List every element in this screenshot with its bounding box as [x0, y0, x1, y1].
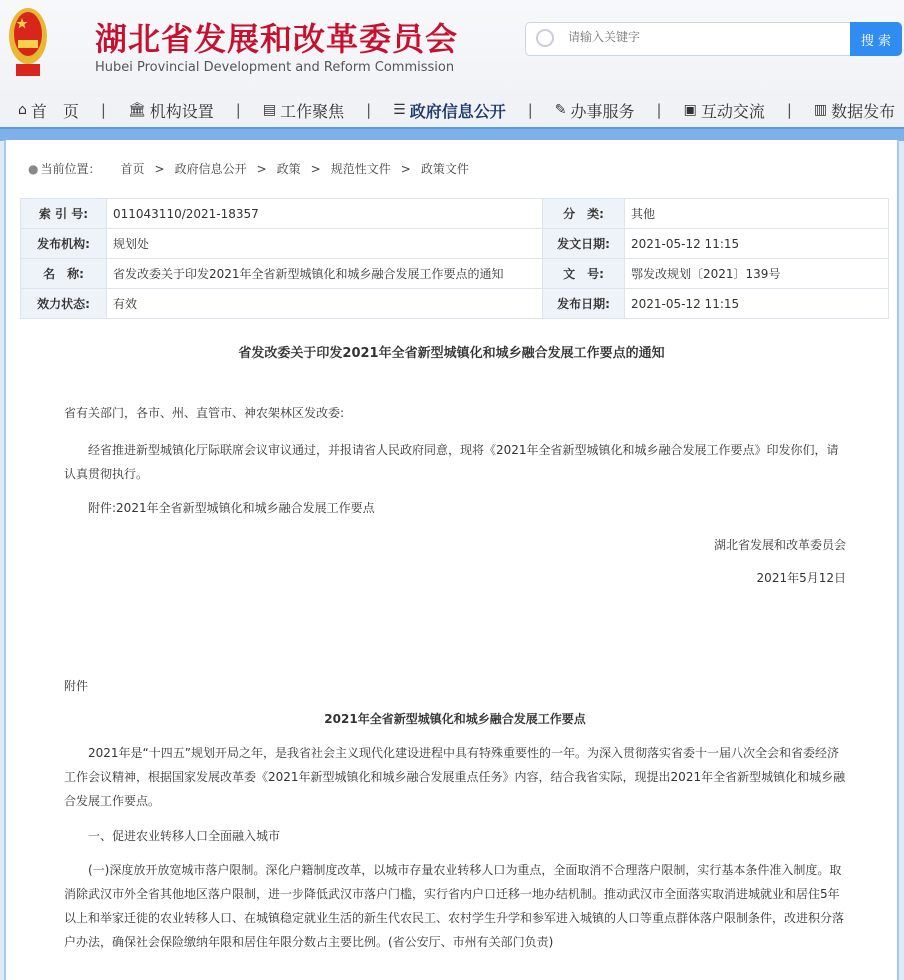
meta-label: 发布机构:	[21, 229, 107, 259]
edit-icon: ✎	[554, 102, 567, 118]
nav-divider: |	[786, 101, 792, 119]
breadcrumb-sep: >	[400, 161, 411, 176]
location-pin-icon: ●	[28, 161, 39, 176]
meta-label: 名 称:	[21, 259, 107, 289]
national-emblem-icon	[8, 6, 48, 82]
meta-label: 发文日期:	[543, 229, 625, 259]
table-row	[21, 229, 889, 259]
table-row	[21, 289, 889, 319]
attachment-label: 附件	[64, 679, 89, 693]
document-title: 省发改委关于印发2021年全省新型城镇化和城乡融合发展工作要点的通知	[238, 346, 665, 361]
search-input[interactable]	[568, 30, 828, 44]
nav-label: 政府信息公开	[409, 101, 506, 121]
document-icon: ▤	[262, 102, 277, 118]
nav-divider: |	[235, 101, 241, 119]
attachment-intro: 2021年是“十四五”规划开局之年，是我省社会主义现代化建设进程中具有特殊重要性的一年。为深入贯彻落实省委十一届八次全会和省委经济工作会议精神，根据国家发展改革委《2021年新型城镇化和城乡融合发展重点任务》内容，结合我省实际，现提出2021年全省新型城镇化和城乡融合发展工作要点。	[64, 746, 846, 808]
meta-label: 效力状态:	[21, 289, 107, 319]
building-icon: 🏛	[127, 102, 146, 118]
nav-underline-bar	[0, 127, 904, 141]
site-subtitle: Hubei Provincial Development and Reform Commission	[95, 60, 455, 75]
breadcrumb-gov-info[interactable]: 政府信息公开	[174, 162, 247, 176]
nav-label: 互动交流	[700, 101, 765, 121]
recipient-line: 省有关部门，各市、州、直管市、神农架林区发改委:	[64, 406, 345, 420]
breadcrumb-home[interactable]: 首页	[120, 162, 145, 176]
site-header	[0, 0, 904, 128]
chat-icon: ▣	[683, 102, 697, 118]
breadcrumb	[28, 160, 469, 177]
meta-value: 2021-05-12 11:15	[625, 289, 889, 319]
list-icon: ☰	[393, 102, 406, 118]
content-panel	[4, 140, 899, 980]
site-title[interactable]: 湖北省发展和改革委员会	[95, 20, 459, 58]
nav-label: 机构设置	[149, 101, 214, 121]
meta-value: 2021-05-12 11:15	[625, 229, 889, 259]
attachment-title: 2021年全省新型城镇化和城乡融合发展工作要点	[324, 712, 586, 726]
nav-data[interactable]	[814, 99, 895, 122]
breadcrumb-sep: >	[256, 161, 267, 176]
nav-services[interactable]	[555, 99, 635, 122]
main-nav	[0, 96, 904, 124]
meta-value: 011043110/2021-18357	[107, 199, 543, 229]
home-icon: ⌂	[18, 102, 27, 118]
breadcrumb-sep: >	[154, 161, 165, 176]
search-button[interactable]: 搜 索	[850, 22, 902, 56]
nav-home[interactable]	[18, 99, 79, 122]
attachment-link[interactable]: 附件:2021年全省新型城镇化和城乡融合发展工作要点	[88, 501, 375, 515]
section-item: (一)深度放开放宽城市落户限制。深化户籍制度改革，以城市存量农业转移人口为重点，全面取消不合理落户限制，实行基本条件准入制度。取消除武汉市外全省其他地区落户限制，进一步降低武汉市落户门槛，实行省内户口迁移一地办结机制。推动武汉市全面落实取消进城就业和居住5年以上和举家迁徙的农业转移人口、在城镇稳定就业生活的新生代农民工、农村学生升学和参军进入城镇的人口等重点群体落户限制条件，改进积分落户办法，确保社会保险缴纳年限和居住年限分数占主要比例。(省公安厅、市州有关部门负责)	[64, 863, 845, 949]
search-icon	[536, 29, 554, 47]
breadcrumb-policy[interactable]: 政策	[276, 162, 301, 176]
breadcrumb-label: 当前位置：	[40, 162, 101, 176]
meta-label: 分 类:	[543, 199, 625, 229]
nav-divider: |	[656, 101, 662, 119]
nav-divider: |	[527, 101, 533, 119]
nav-interaction[interactable]	[684, 99, 765, 122]
meta-value: 其他	[625, 199, 889, 229]
nav-work-focus[interactable]	[263, 99, 344, 122]
table-row	[21, 259, 889, 289]
meta-value: 规划处	[107, 229, 543, 259]
meta-label: 发布日期:	[543, 289, 625, 319]
meta-label: 索 引 号:	[21, 199, 107, 229]
meta-label: 文 号:	[543, 259, 625, 289]
nav-label: 数据发布	[831, 101, 896, 121]
meta-value: 鄂发改规划〔2021〕139号	[625, 259, 889, 289]
nav-label: 办事服务	[570, 101, 635, 121]
nav-divider: |	[100, 101, 106, 119]
breadcrumb-normative[interactable]: 规范性文件	[330, 162, 391, 176]
document-meta-table	[20, 198, 889, 319]
signer: 湖北省发展和改革委员会	[713, 538, 846, 552]
nav-label: 工作聚焦	[280, 101, 345, 121]
issue-date: 2021年5月12日	[756, 571, 846, 585]
nav-label: 首 页	[30, 101, 79, 121]
breadcrumb-policy-docs[interactable]: 政策文件	[420, 162, 469, 176]
nav-gov-info[interactable]	[393, 99, 506, 122]
search-box	[525, 22, 851, 56]
breadcrumb-sep: >	[310, 161, 321, 176]
chart-icon: ▥	[813, 102, 828, 118]
section-heading: 一、促进农业转移人口全面融入城市	[88, 829, 281, 843]
nav-organization[interactable]	[128, 99, 214, 122]
meta-value: 有效	[107, 289, 543, 319]
notice-body: 经省推进新型城镇化厅际联席会议审议通过，并报请省人民政府同意，现将《2021年全省新型城镇化和城乡融合发展工作要点》印发你们，请认真贯彻执行。	[64, 443, 839, 481]
meta-value: 省发改委关于印发2021年全省新型城镇化和城乡融合发展工作要点的通知	[107, 259, 543, 289]
nav-divider: |	[366, 101, 372, 119]
table-row	[21, 199, 889, 229]
